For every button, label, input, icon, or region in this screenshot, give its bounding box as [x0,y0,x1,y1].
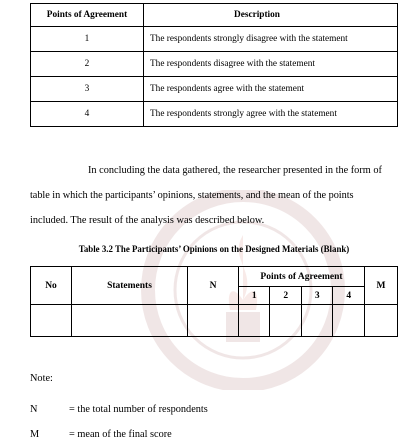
agreement-scale-table [30,3,398,127]
header-n: N [188,267,239,305]
note-symbol-n: N [30,404,38,415]
empty-cell [333,305,365,337]
empty-cell [365,305,398,337]
paragraph-line-3: included. The result of the analysis was described below. [30,215,265,226]
header-point-2: 2 [270,287,301,305]
description-cell: The respondents agree with the statement [144,77,398,102]
header-m: M [365,267,398,305]
table-row [31,305,398,337]
description-cell: The respondents strongly disagree with the statement [144,27,398,52]
table-caption: Table 3.2 The Participants’ Opinions on the Designed Materials (Blank) [78,244,350,254]
point-cell: 1 [31,27,144,52]
paragraph-line-2: table in which the participants’ opinions, statements, and the mean of the points [30,190,354,201]
point-cell: 2 [31,52,144,77]
description-cell: The respondents disagree with the statement [144,52,398,77]
empty-cell [188,305,239,337]
header-points-of-agreement: Points of Agreement [31,4,144,27]
empty-cell [72,305,188,337]
description-cell: The respondents strongly agree with the statement [144,102,398,127]
note-definition-m: = mean of the final score [69,429,172,440]
table-row [31,77,398,102]
table-row [31,52,398,77]
empty-cell [239,305,270,337]
header-point-4: 4 [333,287,365,305]
note-symbol-m: M [30,429,40,440]
empty-cell [301,305,332,337]
participants-opinions-table [30,266,398,337]
empty-cell [31,305,72,337]
header-no: No [31,267,72,305]
table-row [31,102,398,127]
point-cell: 3 [31,77,144,102]
point-cell: 4 [31,102,144,127]
header-statements: Statements [72,267,188,305]
paragraph-line-1: In concluding the data gathered, the researcher presented in the form of [88,165,382,176]
empty-cell [270,305,301,337]
header-description: Description [144,4,398,27]
table-row [31,27,398,52]
header-point-3: 3 [301,287,332,305]
header-points-of-agreement: Points of Agreement [239,267,365,287]
note-definition-n: = the total number of respondents [69,404,208,415]
note-title: Note: [30,373,53,384]
header-point-1: 1 [239,287,270,305]
